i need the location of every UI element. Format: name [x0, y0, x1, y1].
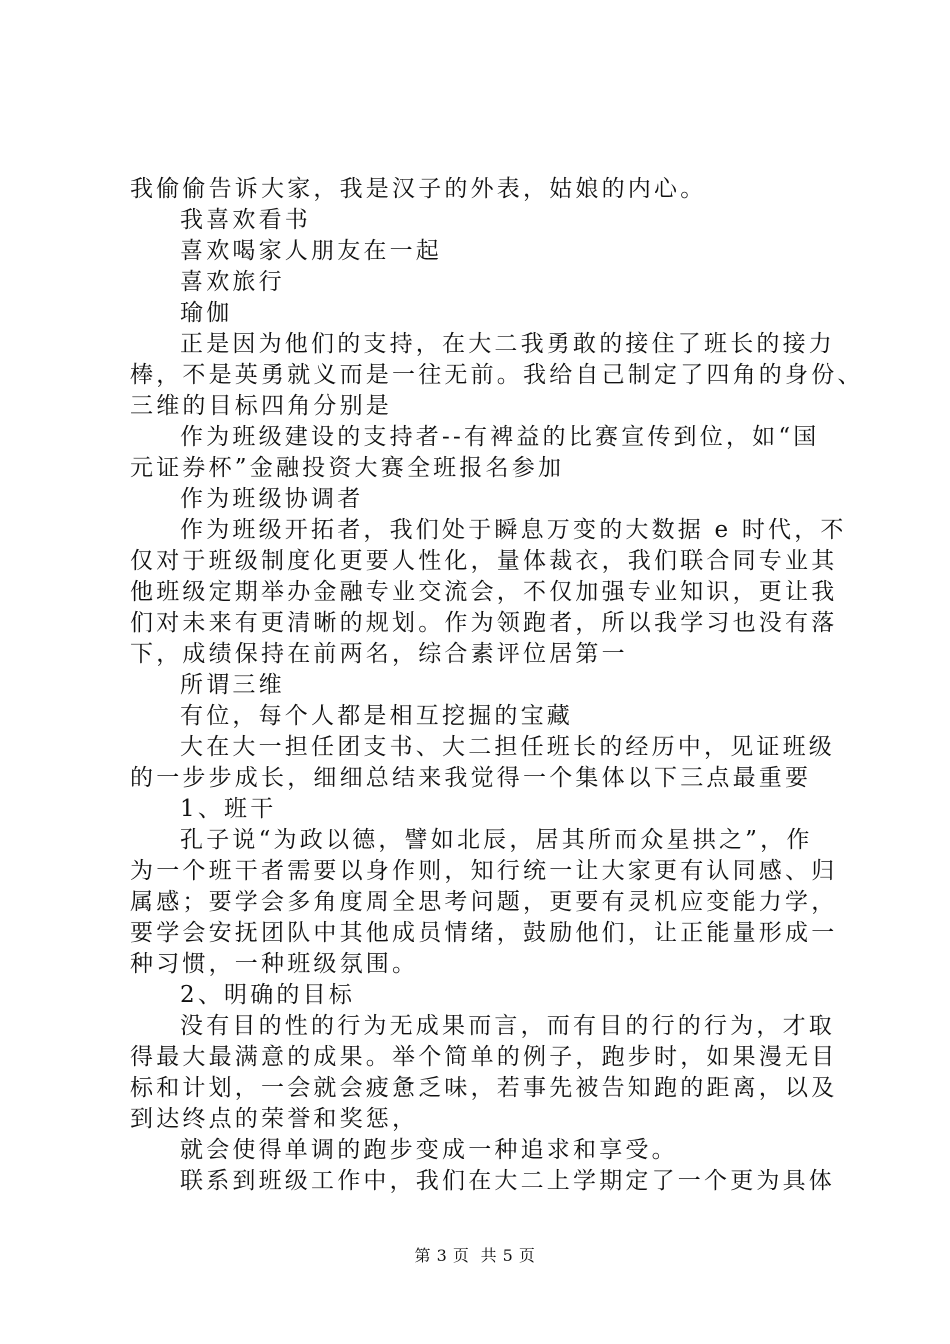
text-line: 有位，每个人都是相互挖掘的宝藏: [180, 703, 573, 729]
text-line: 孔子说“为政以德，譬如北辰，居其所而众星拱之”，作: [180, 827, 813, 853]
text-line: 种习惯，一种班级氛围。: [130, 951, 419, 977]
text-line: 作为班级开拓者，我们处于瞬息万变的大数据 e 时代，不: [180, 517, 847, 543]
text-line: 要学会安抚团队中其他成员情绪，鼓励他们，让正能量形成一: [130, 920, 838, 946]
text-line: 到达终点的荣誉和奖惩，: [130, 1106, 419, 1132]
text-line: 下，成绩保持在前两名，综合素评位居第一: [130, 641, 628, 667]
text-line: 作为班级协调者: [180, 486, 364, 512]
text-line: 元证券杯”金融投资大赛全班报名参加: [130, 455, 565, 481]
text-line: 的一步步成长，细细总结来我觉得一个集体以下三点最重要: [130, 765, 812, 791]
text-line: 我喜欢看书: [180, 207, 311, 233]
text-line: 2、明确的目标: [180, 982, 356, 1008]
text-line: 大在大一担任团支书、大二担任班长的经历中，见证班级: [180, 734, 835, 760]
text-line: 喜欢喝家人朋友在一起: [180, 238, 442, 264]
text-line: 属感；要学会多角度周全思考问题，更要有灵机应变能力学，: [130, 889, 838, 915]
text-line: 联系到班级工作中，我们在大二上学期定了一个更为具体: [180, 1168, 835, 1194]
text-line: 作为班级建设的支持者--有裨益的比赛宣传到位，如“国: [180, 424, 820, 450]
text-line: 他班级定期举办金融专业交流会，不仅加强专业知识，更让我: [130, 579, 838, 605]
document-body: [130, 174, 864, 1197]
text-line: 没有目的性的行为无成果而言，而有目的行的行为，才取: [180, 1013, 835, 1039]
text-line: 标和计划，一会就会疲惫乏味，若事先被告知跑的距离，以及: [130, 1075, 838, 1101]
text-line: 我偷偷告诉大家，我是汉子的外表，姑娘的内心。: [130, 176, 707, 202]
text-line: 喜欢旅行: [180, 269, 285, 295]
text-line: 得最大最满意的成果。举个简单的例子，跑步时，如果漫无目: [130, 1044, 838, 1070]
text-line: 正是因为他们的支持，在大二我勇敢的接住了班长的接力: [180, 331, 835, 357]
text-line: 三维的目标四角分别是: [130, 393, 392, 419]
text-line: 就会使得单调的跑步变成一种追求和享受。: [180, 1137, 678, 1163]
text-line: 仅对于班级制度化更要人性化，量体裁衣，我们联合同专业其: [130, 548, 838, 574]
text-line: 瑜伽: [180, 300, 233, 326]
page-footer: 第 3 页 共 5 页: [414, 1246, 536, 1265]
text-line: 棒，不是英勇就义而是一往无前。我给自己制定了四角的身份、: [130, 362, 864, 388]
text-line: 所谓三维: [180, 672, 285, 698]
text-line: 1、班干: [180, 796, 277, 822]
text-line: 们对未来有更清晰的规划。作为领跑者，所以我学习也没有落: [130, 610, 838, 636]
text-line: 为一个班干者需要以身作则，知行统一让大家更有认同感、归: [130, 858, 838, 884]
